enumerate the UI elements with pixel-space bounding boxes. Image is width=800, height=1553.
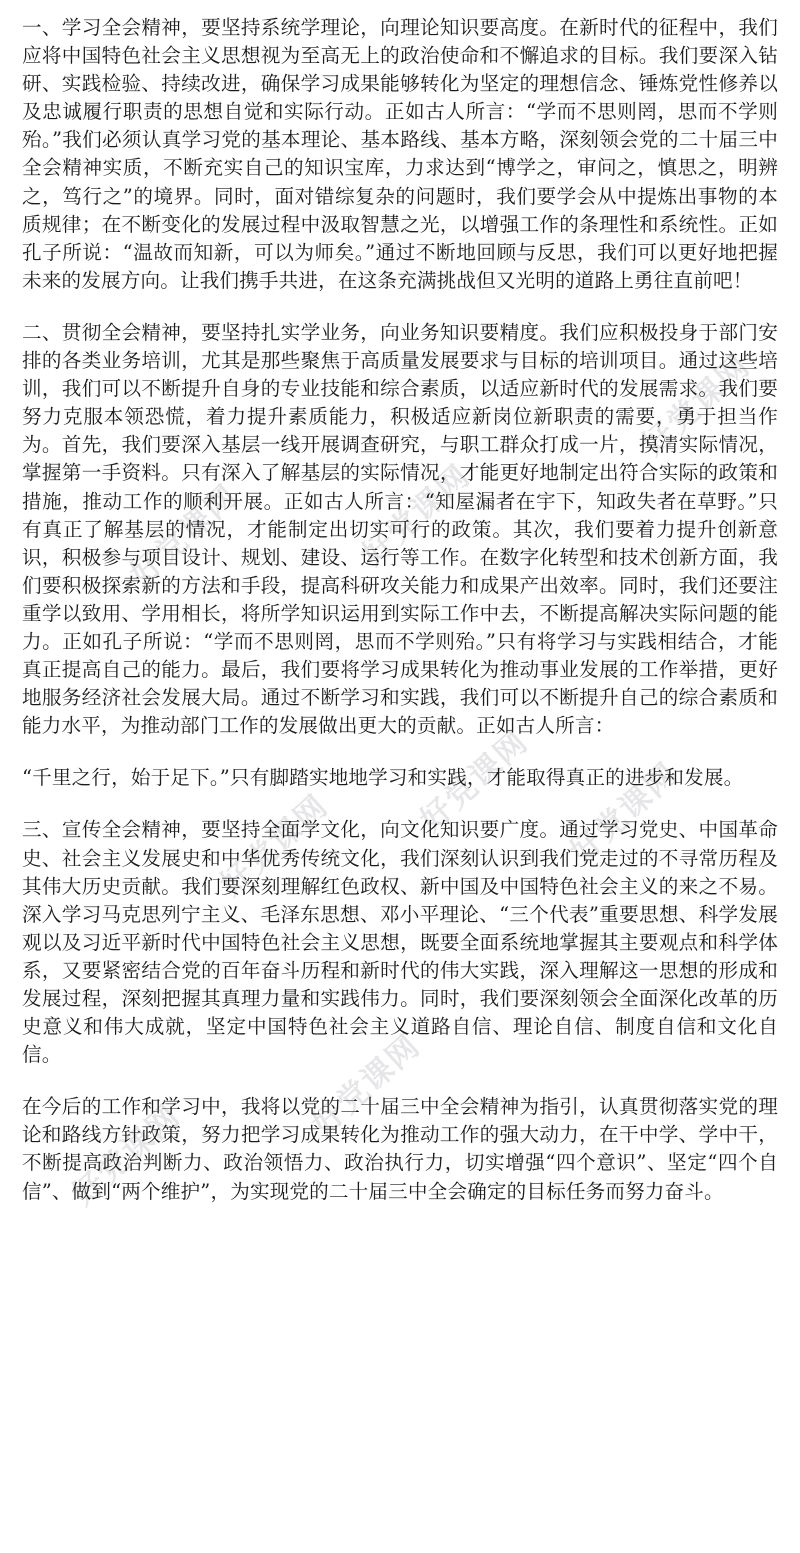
paragraph-section-two: 二、贯彻全会精神，要坚持扎实学业务，向业务知识要精度。我们应积极投身于部门安排的各类业务培训，尤其是那些聚焦于高质量发展要求与目标的培训项目。通过这些培训，我们可以不断提升自身的专业技能和综合素质，以适应新时代的发展需求。我们要努力克服本领恐慌，着力提升素质能力，积极适应新岗位新职责的需要，勇于担当作为。首先，我们要深入基层一线开展调查研究，与职工群众打成一片，摸清实际情况，掌握第一手资料。只有深入了解基层的实际情况，才能更好地制定出符合实际的政策和措施，推动工作的顺利开展。正如古人所言：“知屋漏者在宇下，知政失者在草野。”只有真正了解基层的情况，才能制定出切实可行的政策。其次，我们要着力提升创新意识，积极参与项目设计、规划、建设、运行等工作。在数字化转型和技术创新方面，我们要积极探索新的方法和手段，提高科研攻关能力和成果产出效率。同时，我们还要注重学以致用、学用相长，将所学知识运用到实际工作中去，不断提高解决实际问题的能力。正如孔子所说：“学而不思则罔，思而不学则殆。”只有将学习与实践相结合，才能真正提高自己的能力。最后，我们要将学习成果转化为推动事业发展的工作举措，更好地服务经济社会发展大局。通过不断学习和实践，我们可以不断提升自己的综合素质和能力水平，为推动部门工作的发展做出更大的贡献。正如古人所言：: [22, 320, 778, 738]
paragraph-section-one: 一、学习全会精神，要坚持系统学理论，向理论知识要高度。在新时代的征程中，我们应将中国特色社会主义思想视为至高无上的政治使命和不懈追求的目标。我们要深入钻研、实践检验、持续改进，确保学习成果能够转化为坚定的理想信念、锤炼党性修养以及忠诚履行职责的思想自觉和实际行动。正如古人所言：“学而不思则罔，思而不学则殆。”我们必须认真学习党的基本理论、基本路线、基本方略，深刻领会党的二十届三中全会精神实质，不断充实自己的知识宝库，力求达到“博学之，审问之，慎思之，明辨之，笃行之”的境界。同时，面对错综复杂的问题时，我们要学会从中提炼出事物的本质规律；在不断变化的发展过程中汲取智慧之光，以增强工作的条理性和系统性。正如孔子所说：“温故而知新，可以为师矣。”通过不断地回顾与反思，我们可以更好地把握未来的发展方向。让我们携手共进，在这条充满挑战但又光明的道路上勇往直前吧！: [22, 16, 778, 292]
paragraph-quote-continuation: “千里之行，始于足下。”只有脚踏实地地学习和实践，才能取得真正的进步和发展。: [22, 766, 744, 790]
watermark-text: 好党课网: [305, 1027, 428, 1143]
paragraph-conclusion: 在今后的工作和学习中，我将以党的二十届三中全会精神为指引，认真贯彻落实党的理论和路线方针政策，努力把学习成果转化为推动工作的强大动力，在干中学、学中干，不断提高政治判断力、政治领悟力、政治执行力，切实增强“四个意识”、坚定“四个自信”、做到“两个维护”，为实现党的二十届三中全会确定的目标任务而努力奋斗。: [22, 1095, 778, 1203]
watermark-text: 好党课网: [123, 477, 246, 593]
watermark-text: 好党课网: [563, 755, 686, 871]
watermark-text: 好党课网: [635, 347, 758, 463]
watermark-text: 好党课网: [355, 457, 478, 573]
watermark-text: 好党课网: [213, 787, 336, 903]
watermark-text: 好党课网: [413, 723, 536, 839]
paragraph-section-three: 三、宣传全会精神，要坚持全面学文化，向文化知识要广度。通过学习党史、中国革命史、社会主义发展史和中华优秀传统文化，我们深刻认识到我们党走过的不寻常历程及其伟大历史贡献。我们要深刻理解红色政权、新中国及中国特色社会主义的来之不易。深入学习马克思列宁主义、毛泽东思想、邓小平理论、“三个代表”重要思想、科学发展观以及习近平新时代中国特色社会主义思想，既要全面系统地掌握其主要观点和科学体系，又要紧密结合党的百年奋斗历程和新时代的伟大实践，深入理解这一思想的形成和发展过程，深刻把握其真理力量和实践伟力。同时，我们要深刻领会全面深化改革的历史意义和伟大成就，坚定中国特色社会主义道路自信、理论自信、制度自信和文化自信。: [22, 818, 778, 1067]
watermark-text: 好党课网: [65, 1097, 188, 1213]
